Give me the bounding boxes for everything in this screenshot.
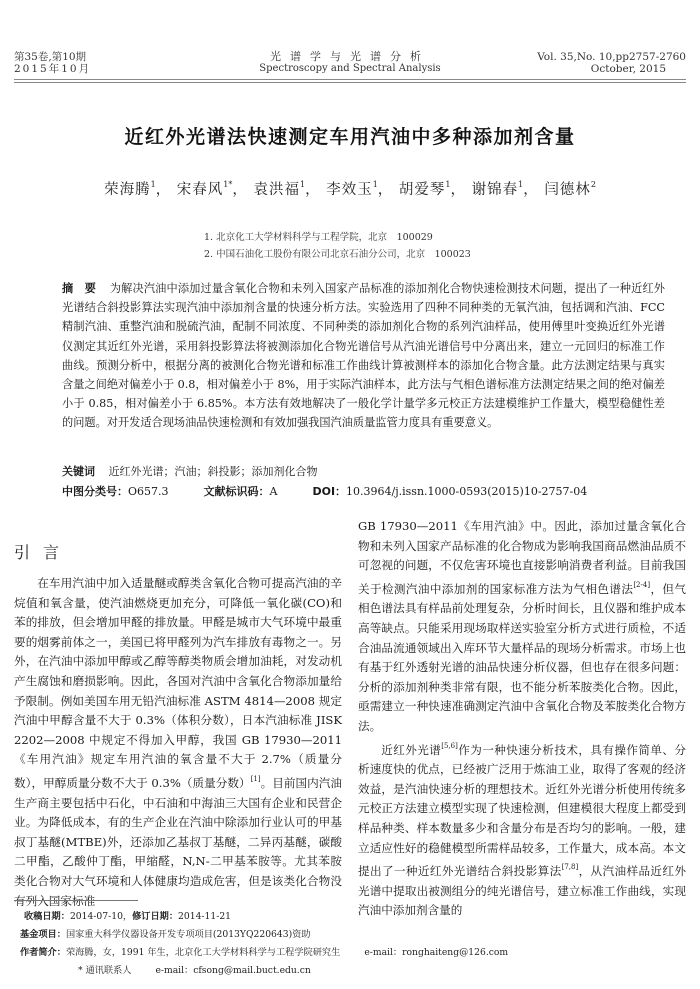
citation[interactable]: [2-4] bbox=[633, 580, 651, 589]
affiliations bbox=[204, 229, 471, 263]
author: 李效玉$^1$ bbox=[326, 180, 378, 198]
clc-label: 中图分类号： bbox=[62, 485, 128, 498]
abstract-text: 为解决汽油中添加过量含氧化合物和未列入国家产品标准的添加剂化合物快速检测技术问题，提出了一种近红外光谱结合斜投影算法实现汽油中添加剂含量的快速分析方法。实验选用了四种不同种类的无氧汽油，包括调和汽油、FCC 精制汽油、重整汽油和脱硫汽油，配制不同浓度、不同种类的添加剂化合物的系列汽油样品，使用傅里叶变换近红外光谱仪测定其近红外光谱，采用斜投影算法将被测添加化合物光谱信号从汽油光谱信号中分离出来，建立一元回归的标准工作曲线。预测分析中，根据分离的被测化合物光谱和标准工作曲线计算被测样本的添加化合物含量。此方法测定结果与真实含量之间绝对偏差小于 0.8，相对偏差小于 8%，用于实际汽油样本，此方法与气相色谱标准方法测定结果之间的绝对偏差小于 0.85，相对偏差小于 6.85%。本方法有效地解决了一般化学计量学多元校正方法建模维护工作量大，模型稳健性差的问题。对开发适合现场油品快速检测和有效加强我国汽油质量监管力度具有重要意义。 bbox=[62, 282, 665, 430]
affiliation-1: 1. 北京化工大学材料科学与工程学院，北京 100029 bbox=[204, 232, 433, 243]
footnote-author-bio: 作者简介：荣海腾，女，1991 年生，北京化工大学材料科学与工程学院研究生 e-mail：ronghaiteng@126.com bbox=[20, 947, 509, 958]
clc-value: O657.3 bbox=[128, 485, 169, 498]
citation[interactable]: [7,8] bbox=[561, 863, 579, 872]
header-rule-top bbox=[14, 79, 686, 80]
classification-line bbox=[62, 482, 587, 501]
body-column-left bbox=[14, 574, 342, 911]
doi-label: DOI： bbox=[312, 485, 347, 498]
keywords-text: 近红外光谱；汽油；斜投影；添加剂化合物 bbox=[108, 465, 318, 478]
keywords bbox=[62, 462, 318, 481]
body-column-right bbox=[358, 517, 686, 921]
journal-name-cn: 光谱学与光谱分析 bbox=[270, 50, 430, 63]
doc-code-value: A bbox=[269, 485, 278, 498]
author: 胡爱琴$^1$ bbox=[398, 180, 451, 198]
citation[interactable]: [1] bbox=[250, 774, 261, 783]
author: 荣海腾$^1$ bbox=[104, 180, 156, 198]
author-list: 荣海腾$^1$， 宋春风$^{1*}$， 袁洪福$^1$， 李效玉$^1$， 胡爱琴$^1$， 谢锦春$^1$， 闫德林$^2$ bbox=[104, 180, 596, 198]
paragraph: GB 17930—2011《车用汽油》中。因此，添加过量含氧化合物和未列入国家产品标准的化合物成为影响我国商品燃油品质不可忽视的问题，不仅危害环境也直接影响消费者利益。目前我国关于检测汽油中添加剂的国家标准方法为气相色谱法[2-4]，但气相色谱法具有样品前处理复杂，分析时间长，且仪器和维护成本高等缺点。只能采用现场取样送实验室分析方式进行质检，不适合油品流通领域出入库环节大量样品的现场分析需求。市场上也有基于红外透射光谱的油品快速分析仪器，但也存在很多问题：分析的添加剂种类非常有限，也不能分析苯胺类化合物。因此，亟需建立一种快速准确测定汽油中含氧化合物及苯胺类化合物方法。 bbox=[358, 519, 686, 733]
publication-month: October, 2015 bbox=[590, 63, 666, 75]
author-email[interactable]: e-mail：ronghaiteng@126.com bbox=[364, 947, 509, 958]
author: 谢锦春$^1$ bbox=[471, 180, 524, 198]
section-heading-introduction: 引言 bbox=[14, 543, 73, 562]
running-header-right bbox=[537, 51, 686, 75]
paper-title: 近红外光谱法快速测定车用汽油中多种添加剂含量 bbox=[124, 126, 576, 148]
doc-code-label: 文献标识码： bbox=[203, 485, 270, 498]
citation[interactable]: [5,6] bbox=[441, 741, 458, 750]
corresponding-email[interactable]: e-mail：cfsong@mail.buct.edu.cn bbox=[155, 965, 311, 976]
abstract-label: 摘 要 bbox=[62, 282, 96, 295]
abstract bbox=[62, 279, 665, 433]
footnote-rule bbox=[14, 900, 138, 901]
issue-date: 2015年10月 bbox=[14, 63, 92, 75]
doi-value[interactable]: 10.3964/j.issn.1000-0593(2015)10-2757-04 bbox=[346, 485, 588, 498]
affiliation-2: 2. 中国石油化工股份有限公司北京石油分公司，北京 100023 bbox=[204, 249, 471, 260]
footnote-corresponding: * 通讯联系人 e-mail：cfsong@mail.buct.edu.cn bbox=[78, 965, 311, 976]
journal-name-en: Spectroscopy and Spectral Analysis bbox=[259, 63, 441, 74]
keywords-label: 关键词 bbox=[62, 465, 95, 478]
header-rule-bottom bbox=[14, 82, 686, 83]
footnote-funding: 基金项目：国家重大科学仪器设备开发专项项目(2013YQ220643)资助 bbox=[20, 929, 311, 940]
author: 闫德林$^2$ bbox=[544, 180, 596, 198]
author: 宋春风$^{1*}$ bbox=[176, 180, 233, 198]
paragraph: 近红外光谱[5,6]作为一种快速分析技术，具有操作简单、分析速度快的优点，已经被广泛用于炼油工业，取得了客观的经济效益，是汽油快速分析的理想技术。近红外光谱分析使用传统多元校正方法建立模型实现了快速检测，但建模很大程度上都受到样品种类、样本数量多少和含量分布是否均匀的影响。一般，建立适应性好的稳健模型所需样品较多，工作量大，成本高。本文提出了一种近红外光谱结合斜投影算法[7,8]，从汽油样品近红外光谱中提取出被测组分的纯光谱信号，建立标准工作曲线，实现汽油中添加剂含量的 bbox=[358, 741, 686, 918]
volume-issue: 第35卷,第10期 bbox=[14, 51, 87, 63]
author: 袁洪福$^1$ bbox=[253, 180, 306, 198]
footnotes bbox=[20, 908, 509, 980]
paragraph: 在车用汽油中加入适量醚或醇类含氧化合物可提高汽油的辛烷值和氧含量，使汽油燃烧更加充分，可降低一氧化碳(CO)和苯的排放，但会增加甲醛的排放量。甲醛是城市大气环境中最重要的烟雾前体之一，美国已将甲醛列为汽车排放有毒物之一。另外，在汽油中添加甲醇或乙醇等醇类物质会增加油耗，对发动机产生腐蚀和磨损影响。因此，各国对汽油中含氧化合物添加量给予限制。例如美国车用无铅汽油标准 ASTM 4814—2008 规定汽油中甲醇含量不大于 0.3%（体积分数），日本汽油标准 JISK 2202—2008 中规定不得加入甲醇，我国 GB 17930—2011《车用汽油》规定车用汽油的氧含量不大于 2.7%（质量分数），甲醇质量分数不大于 0.3%（质量分数）[1]。目前国内汽油生产商主要包括中石化，中石油和中海油三大国有企业和民营企业。为降低成本，有的生产企业在汽油中除添加行业认可的甲基叔丁基醚(MTBE)外，还添加乙基叔丁基醚，二异丙基醚，碳酸二甲酯，乙酸仲丁酯，甲缩醛，N,N-二甲基苯胺等。尤其苯胺类化合物对大气环境和人体健康均造成危害，但是该类化合物没有列入国家标准 bbox=[14, 576, 342, 908]
volume-pages: Vol. 35,No. 10,pp2757-2760 bbox=[537, 51, 686, 63]
footnote-dates: 收稿日期：2014-07-10，修订日期：2014-11-21 bbox=[24, 911, 232, 922]
